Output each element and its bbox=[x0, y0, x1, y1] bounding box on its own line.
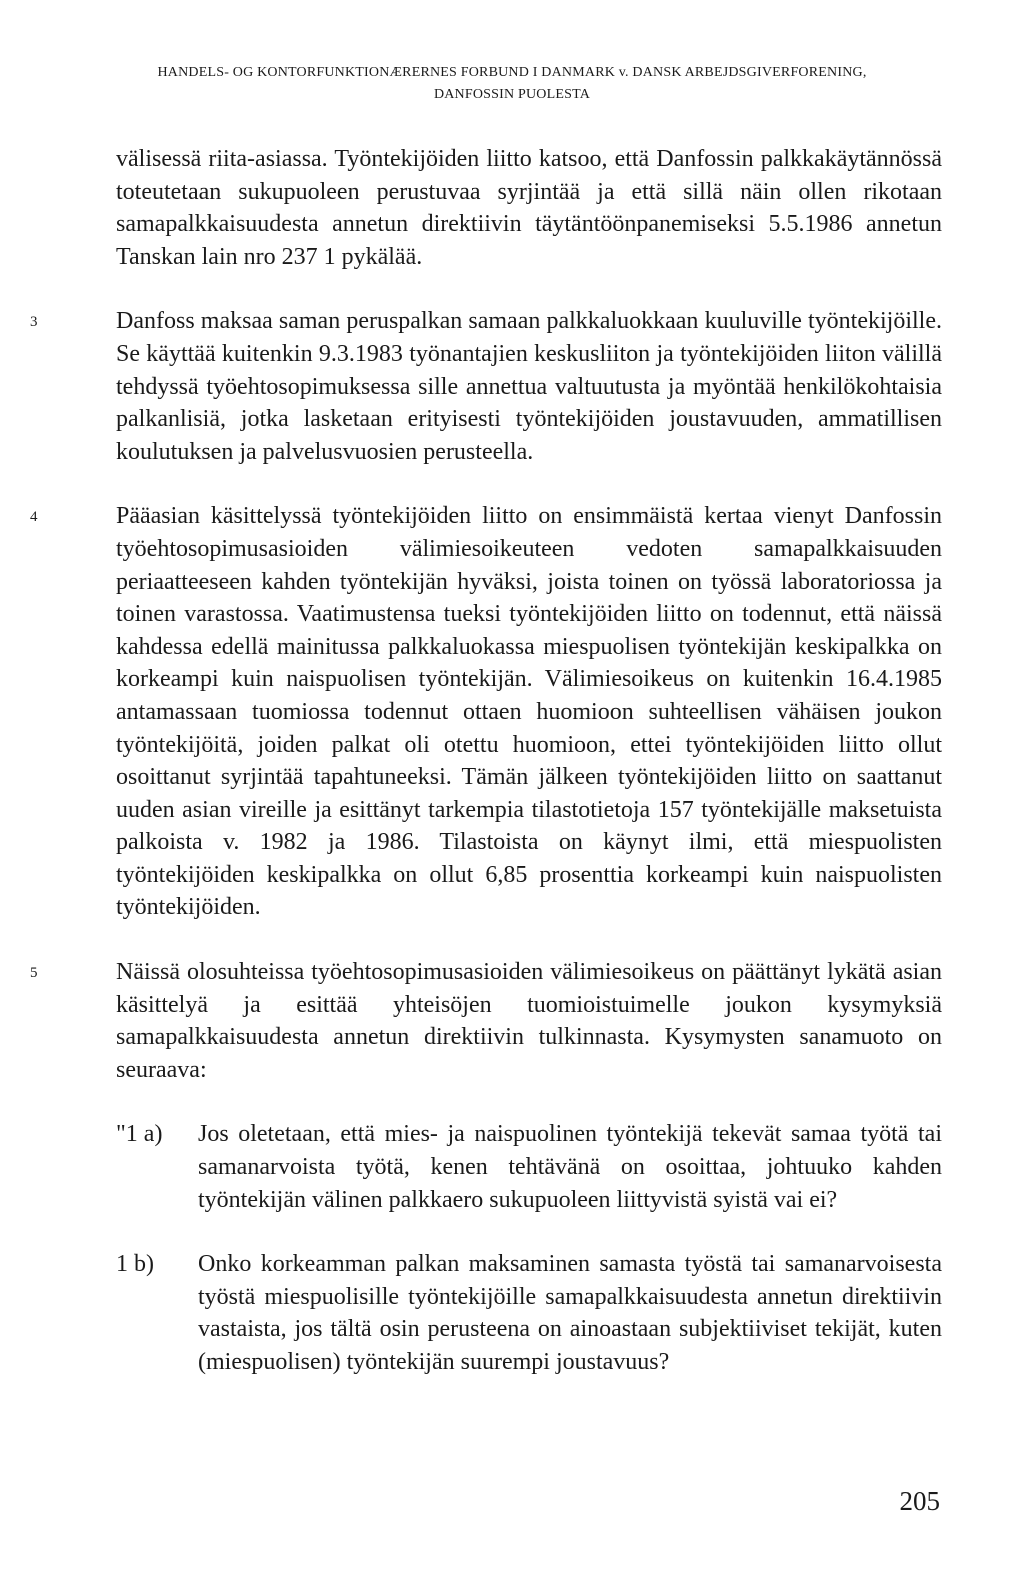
header-party: DANFOSSIN PUOLESTA bbox=[433, 87, 591, 102]
question-text: Jos oletetaan, että mies- ja naispuolinen työntekijä tekevät samaa työtä tai samanarvoista työtä, kenen tehtävänä on osoittaa, johtuuko kahden työntekijän välinen palkkaero sukupuoleen liittyvistä syistä vai ei? bbox=[198, 1121, 942, 1213]
page-number: 205 bbox=[899, 1486, 940, 1516]
paragraph-text: Danfoss maksaa saman peruspalkan samaan palkkaluokkaan kuuluville työntekijöille. Se käyttää kuitenkin 9.3.1983 työnantajien keskusliiton ja työntekijöiden liiton välillä tehdyssä työehtosopimuksessa sille annettua valtuutusta ja myöntää henkilökohtaisia palkanlisiä, jotka lasketaan erityisesti työntekijöiden joustavuuden, ammatillisen koulutuksen ja palvelusvuosien perusteella. bbox=[116, 308, 942, 465]
paragraph-4 bbox=[30, 500, 942, 924]
paragraph-text: Pääasian käsittelyssä työntekijöiden liitto on ensimmäistä kertaa vienyt Danfossin työehtosopimusasioiden välimiesoikeuteen vedoten samapalkkaisuuden periaatteeseen kahden työntekijän hyväksi, joista toinen on työssä laboratoriossa ja toinen varastossa. Vaatimustensa tueksi työntekijöiden liitto on todennut, että näissä kahdessa edellä mainitussa palkkaluokassa miespuolisen työntekijän keskipalkka on korkeampi kuin naispuolisen työntekijän. Välimiesoikeus on kuitenkin 16.4.1985 antamassaan tuomiossa todennut ottaen huomioon suhteellisen vähäisen joukon työntekijöitä, joiden palkat oli otettu huomioon, ettei työntekijöiden liitto ollut osoittanut syrjintää tapahtuneeksi. Tämän jälkeen työntekijöiden liitto on saattanut uuden asian vireille ja esittänyt tarkempia tilastotietoja 157 työntekijälle maksetuista palkoista v. 1982 ja 1986. Tilastoista on käynyt ilmi, että miespuolisten työntekijöiden keskipalkka on ollut 6,85 prosenttia korkeampi kuin naispuolisten työntekijöiden. bbox=[116, 503, 942, 921]
question-text: Onko korkeamman palkan maksaminen samasta työstä tai samanarvoisesta työstä miespuolisille työntekijöille samapalkkaisuudesta annetun direktiivin vastaista, jos tältä osin perusteena on ainoastaan subjektiiviset tekijät, kuten (miespuolisen) työntekijän suurempi joustavuus? bbox=[198, 1251, 942, 1375]
paragraph-number: 5 bbox=[30, 965, 38, 982]
paragraph-text: Näissä olosuhteissa työehtosopimusasioiden välimiesoikeus on päättänyt lykätä asian käsittelyä ja esittää yhteisöjen tuomioistuimelle joukon kysymyksiä samapalkkaisuudesta annetun direktiivin tulkinnasta. Kysymysten sanamuoto on seuraava: bbox=[116, 959, 942, 1083]
question-label: "1 a) bbox=[116, 1121, 163, 1148]
question-1a bbox=[116, 1118, 942, 1216]
paragraph-number: 4 bbox=[30, 509, 38, 526]
header-case-title: HANDELS- OG KONTORFUNKTIONÆRERNES FORBUND I DANMARK v. DANSK ARBEJDSGIVERFORENING, bbox=[157, 65, 867, 80]
document-body bbox=[30, 143, 942, 1411]
paragraph-text: välisessä riita-asiassa. Työntekijöiden liitto katsoo, että Danfossin palkkakäytännössä toteutetaan sukupuoleen perustuvaa syrjintää ja että sillä näin ollen rikotaan samapalkkaisuudesta annetun direktiivin täytäntöönpanemiseksi 5.5.1986 annetun Tanskan lain nro 237 1 pykälää. bbox=[116, 146, 942, 270]
question-label: 1 b) bbox=[116, 1251, 154, 1278]
paragraph-3 bbox=[30, 305, 942, 468]
paragraph-number: 3 bbox=[30, 314, 38, 331]
paragraph-5 bbox=[30, 956, 942, 1086]
question-1b bbox=[116, 1248, 942, 1378]
paragraph-continued bbox=[116, 143, 942, 273]
running-header bbox=[60, 62, 964, 106]
